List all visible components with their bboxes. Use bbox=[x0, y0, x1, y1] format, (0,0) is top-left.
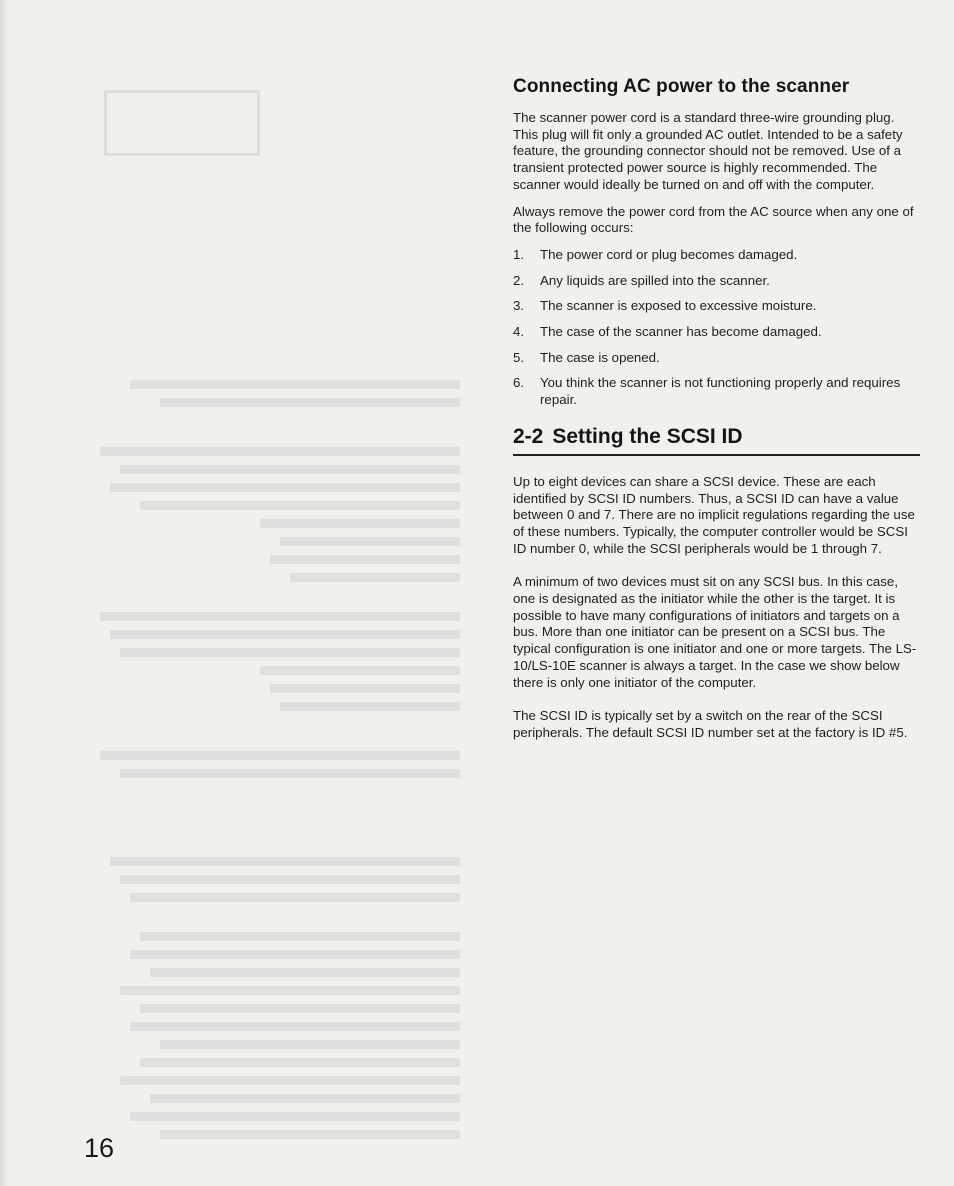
content-column bbox=[513, 76, 920, 752]
paragraph-scsi-switch: The SCSI ID is typically set by a switch on the rear of the SCSI peripherals. The default SCSI ID number set at the factory is ID #5. bbox=[513, 708, 908, 740]
section-heading-scsi-id bbox=[513, 425, 920, 449]
list-item-number: 3. bbox=[513, 298, 525, 314]
list-item-text: The power cord or plug becomes damaged. bbox=[540, 246, 798, 262]
paragraph-remove-power: Always remove the power cord from the AC source when any one of the following occurs: bbox=[513, 203, 914, 236]
list-item bbox=[513, 298, 920, 315]
list-item bbox=[513, 350, 920, 367]
list-item bbox=[513, 247, 920, 264]
list-item-text: The case is opened. bbox=[540, 349, 660, 365]
list-item-number: 1. bbox=[513, 246, 525, 262]
paragraph-scsi-devices: Up to eight devices can share a SCSI device. These are each identified by SCSI ID numbers. Thus, a SCSI ID can have a value between 0 and 7. There are no implicit regulations regarding the use of these numbers. Typically, the computer controller would be SCSI ID number 0, while the SCSI peripherals would be 1 through 7. bbox=[513, 473, 915, 556]
page-number: 16 bbox=[84, 1133, 115, 1163]
power-removal-list bbox=[513, 247, 920, 409]
list-item-text: The scanner is exposed to excessive moisture. bbox=[540, 298, 817, 314]
section-number: 2-2 bbox=[513, 424, 544, 448]
section-title: Setting the SCSI ID bbox=[552, 424, 743, 448]
bleed-through-texture bbox=[70, 80, 490, 1140]
list-item-number: 4. bbox=[513, 324, 525, 340]
heading-rule bbox=[513, 454, 920, 456]
list-item bbox=[513, 375, 920, 408]
list-item-number: 2. bbox=[513, 272, 525, 288]
list-item-number: 5. bbox=[513, 349, 525, 365]
list-item-number: 6. bbox=[513, 375, 525, 391]
list-item-text: Any liquids are spilled into the scanner. bbox=[540, 272, 770, 288]
list-item-text: The case of the scanner has become damaged. bbox=[540, 324, 822, 340]
paragraph-scsi-bus: A minimum of two devices must sit on any SCSI bus. In this case, one is designated as the initiator while the other is the target. It is possible to have many configurations of initiators and targets on a bus. More than one initiator can be present on a SCSI bus. The typical configuration is one initiator and one or more targets. The LS-10/LS-10E scanner is always a target. In the case we show below there is only one initiator of the computer. bbox=[513, 574, 917, 690]
list-item bbox=[513, 324, 920, 341]
list-item-text: You think the scanner is not functioning properly and requires repair. bbox=[540, 375, 901, 408]
paragraph-power-cord: The scanner power cord is a standard three-wire grounding plug. This plug will fit only a grounded AC outlet. Intended to be a safety feature, the grounding connector should not be removed. Use of a transient protected power source is highly recommended. The scanner would ideally be turned on and off with the computer. bbox=[513, 110, 903, 192]
section-heading-ac-power: Connecting AC power to the scanner bbox=[513, 76, 850, 97]
page-edge-shadow bbox=[0, 0, 8, 1186]
list-item bbox=[513, 273, 920, 290]
